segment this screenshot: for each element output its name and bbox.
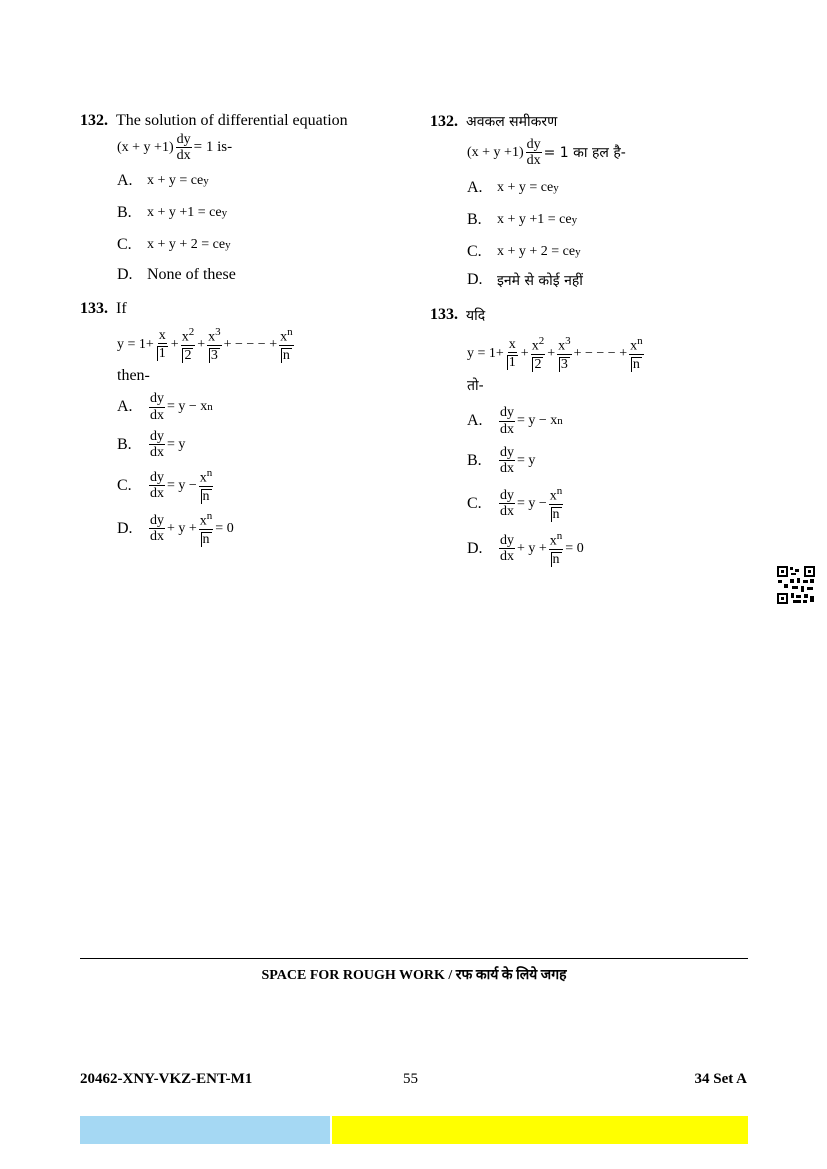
term-base: x bbox=[208, 329, 216, 345]
term-3 bbox=[207, 326, 222, 363]
option-expr: + y + bbox=[167, 520, 197, 536]
option-b bbox=[117, 204, 400, 222]
plus: + bbox=[197, 336, 206, 352]
option-c bbox=[117, 467, 400, 504]
option-expr: = 0 bbox=[215, 520, 234, 536]
term-base: x bbox=[199, 513, 207, 529]
option-expr: x + y = ce bbox=[147, 172, 204, 188]
term-sup: n bbox=[206, 510, 213, 523]
series-equation bbox=[117, 326, 296, 363]
option-sup: n bbox=[207, 401, 213, 414]
option-expr: + y + bbox=[517, 540, 547, 556]
rough-work-label: SPACE FOR ROUGH WORK / रफ कार्य के लिये जगह bbox=[261, 968, 567, 983]
factorial: n bbox=[552, 506, 560, 522]
term-2 bbox=[181, 326, 196, 363]
option-c bbox=[117, 236, 400, 254]
equation-prefix: (x + y +1) bbox=[467, 144, 524, 160]
option-expr: = y bbox=[517, 452, 536, 468]
term-base: x bbox=[558, 338, 566, 354]
option-expr: = y − bbox=[167, 477, 197, 493]
plus: + bbox=[170, 336, 179, 352]
fraction-denominator: dx bbox=[150, 407, 164, 423]
series-equation bbox=[467, 335, 646, 372]
term-base: x bbox=[181, 329, 189, 345]
option-d bbox=[467, 271, 750, 290]
series-lhs: y = 1+ bbox=[117, 336, 154, 352]
option-sup: n bbox=[557, 415, 563, 428]
option-b bbox=[467, 211, 750, 229]
option-expr: x + y + 2 = ce bbox=[147, 236, 226, 252]
option-label: A. bbox=[117, 171, 133, 189]
option-expr: = y − x bbox=[167, 399, 208, 415]
factorial: 2 bbox=[534, 356, 542, 372]
question-number: 132. bbox=[80, 112, 108, 129]
footer-bar-yellow bbox=[332, 1116, 748, 1144]
term-sup: n bbox=[206, 466, 213, 479]
factorial: n bbox=[282, 347, 290, 363]
option-label: D. bbox=[117, 265, 133, 283]
fraction-denominator: dx bbox=[150, 529, 164, 545]
term-base: x bbox=[549, 533, 557, 549]
question-132-en bbox=[80, 112, 400, 284]
derivative-fraction bbox=[176, 132, 192, 164]
question-133-hi bbox=[430, 306, 750, 568]
option-label: D. bbox=[467, 539, 483, 557]
fraction-numerator: dy bbox=[150, 513, 164, 529]
option-sup: y bbox=[571, 213, 578, 226]
term-1 bbox=[156, 328, 169, 362]
factorial: 2 bbox=[184, 347, 192, 363]
factorial: n bbox=[202, 532, 210, 548]
option-expr: x + y +1 = ce bbox=[147, 204, 222, 220]
option-a bbox=[467, 179, 750, 197]
term-base: x bbox=[531, 338, 539, 354]
term-base: x bbox=[199, 470, 207, 486]
hindi-column bbox=[430, 112, 750, 568]
series-lhs: y = 1+ bbox=[467, 345, 504, 361]
then-text: तो- bbox=[467, 378, 484, 395]
option-label: A. bbox=[117, 398, 133, 416]
then-text: then- bbox=[117, 367, 150, 385]
term-base: x bbox=[630, 338, 638, 354]
option-label: C. bbox=[117, 235, 132, 253]
question-text: यदि bbox=[466, 307, 486, 324]
fraction-denominator: dx bbox=[526, 153, 541, 169]
question-number: 132. bbox=[430, 112, 458, 130]
term-sup: 2 bbox=[538, 334, 545, 347]
qr-code-icon bbox=[776, 565, 816, 605]
fraction-denominator: dx bbox=[500, 549, 514, 565]
question-text: अवकल समीकरण bbox=[466, 114, 558, 130]
option-sup: y bbox=[203, 174, 209, 187]
fraction-numerator: dy bbox=[526, 137, 541, 152]
question-133-en bbox=[80, 300, 400, 548]
page-number: 55 bbox=[403, 1071, 418, 1087]
factorial: n bbox=[632, 356, 640, 372]
question-132-hi bbox=[430, 112, 750, 290]
term-sup: n bbox=[637, 334, 643, 347]
term-sup: 3 bbox=[565, 334, 571, 347]
term-n bbox=[279, 326, 294, 363]
option-label: B. bbox=[467, 451, 482, 469]
fraction-denominator: dx bbox=[176, 148, 191, 164]
option-label: B. bbox=[117, 203, 132, 221]
option-label: A. bbox=[467, 178, 483, 196]
option-label: A. bbox=[467, 412, 483, 430]
option-sup: y bbox=[221, 206, 228, 219]
english-column bbox=[80, 112, 400, 548]
fraction-numerator: dy bbox=[500, 445, 514, 460]
equation bbox=[467, 137, 626, 169]
series-dashes: + − − − + bbox=[573, 345, 628, 361]
fraction-denominator: dx bbox=[500, 504, 514, 519]
fraction-numerator: dy bbox=[500, 533, 514, 549]
fraction-numerator: dy bbox=[176, 132, 191, 147]
question-number: 133. bbox=[80, 299, 108, 317]
option-d bbox=[117, 266, 400, 284]
rough-work-divider bbox=[80, 958, 748, 959]
option-expr: = y bbox=[167, 436, 186, 452]
option-c bbox=[467, 243, 750, 261]
term-sup: n bbox=[556, 530, 563, 543]
fraction-denominator: dx bbox=[150, 486, 164, 501]
term-sup: n bbox=[556, 484, 563, 497]
option-label: B. bbox=[467, 210, 482, 228]
term-sup: n bbox=[287, 325, 293, 338]
option-expr: x + y +1 = ce bbox=[497, 211, 572, 227]
factorial: n bbox=[202, 488, 210, 504]
fraction-numerator: dy bbox=[500, 487, 514, 503]
option-expr: = y − x bbox=[517, 413, 558, 429]
paper-code: 20462-XNY-VKZ-ENT-M1 bbox=[80, 1071, 253, 1087]
term-sup: 2 bbox=[188, 325, 195, 338]
fraction-denominator: dx bbox=[500, 421, 514, 437]
plus: + bbox=[547, 345, 556, 361]
factorial: 3 bbox=[560, 356, 568, 372]
option-expr: = y − bbox=[517, 495, 547, 511]
fraction-numerator: dy bbox=[500, 405, 514, 421]
fraction-numerator: dy bbox=[150, 469, 164, 485]
option-c bbox=[467, 485, 750, 522]
option-label: D. bbox=[467, 271, 483, 289]
fraction-numerator: dy bbox=[150, 391, 164, 407]
term-num: x bbox=[508, 336, 516, 352]
option-d bbox=[117, 510, 400, 547]
option-b bbox=[117, 429, 400, 461]
option-expr: x + y = ce bbox=[497, 179, 554, 195]
option-sup: y bbox=[553, 181, 559, 194]
factorial: 1 bbox=[158, 346, 166, 361]
factorial: 1 bbox=[508, 355, 516, 370]
option-sup: y bbox=[575, 245, 581, 258]
option-expr: = 0 bbox=[565, 540, 584, 556]
equation-suffix: = 1 is- bbox=[193, 139, 233, 156]
factorial: 3 bbox=[210, 347, 218, 363]
equation-suffix: = 1 का हल है- bbox=[543, 145, 626, 162]
fraction-denominator: dx bbox=[150, 445, 164, 461]
plus: + bbox=[520, 345, 529, 361]
fraction-denominator: dx bbox=[500, 461, 514, 477]
equation-prefix: (x + y +1) bbox=[117, 139, 174, 155]
option-sup: y bbox=[225, 238, 231, 251]
option-label: D. bbox=[117, 519, 133, 537]
option-a bbox=[117, 391, 400, 423]
fraction-numerator: dy bbox=[150, 429, 164, 444]
term-base: x bbox=[280, 329, 288, 345]
factorial: n bbox=[552, 552, 560, 568]
term-num: x bbox=[158, 327, 166, 343]
question-text: The solution of differential equation bbox=[116, 112, 348, 129]
footer-bar-blue bbox=[80, 1116, 330, 1144]
option-a bbox=[117, 172, 400, 190]
option-text: None of these bbox=[147, 265, 236, 283]
term-base: x bbox=[549, 488, 557, 504]
option-label: C. bbox=[117, 476, 132, 494]
question-number: 133. bbox=[430, 306, 458, 324]
option-d bbox=[467, 530, 750, 567]
term-sup: 3 bbox=[215, 325, 221, 338]
option-label: B. bbox=[117, 435, 132, 453]
equation bbox=[117, 132, 232, 164]
option-expr: x + y + 2 = ce bbox=[497, 243, 576, 259]
option-text: इनमे से कोई नहीं bbox=[497, 272, 583, 289]
option-label: C. bbox=[467, 494, 482, 512]
series-dashes: + − − − + bbox=[223, 336, 278, 352]
set-label: 34 Set A bbox=[694, 1071, 747, 1087]
option-label: C. bbox=[467, 242, 482, 260]
option-a bbox=[467, 405, 750, 437]
question-text: If bbox=[116, 299, 127, 317]
option-b bbox=[467, 445, 750, 477]
